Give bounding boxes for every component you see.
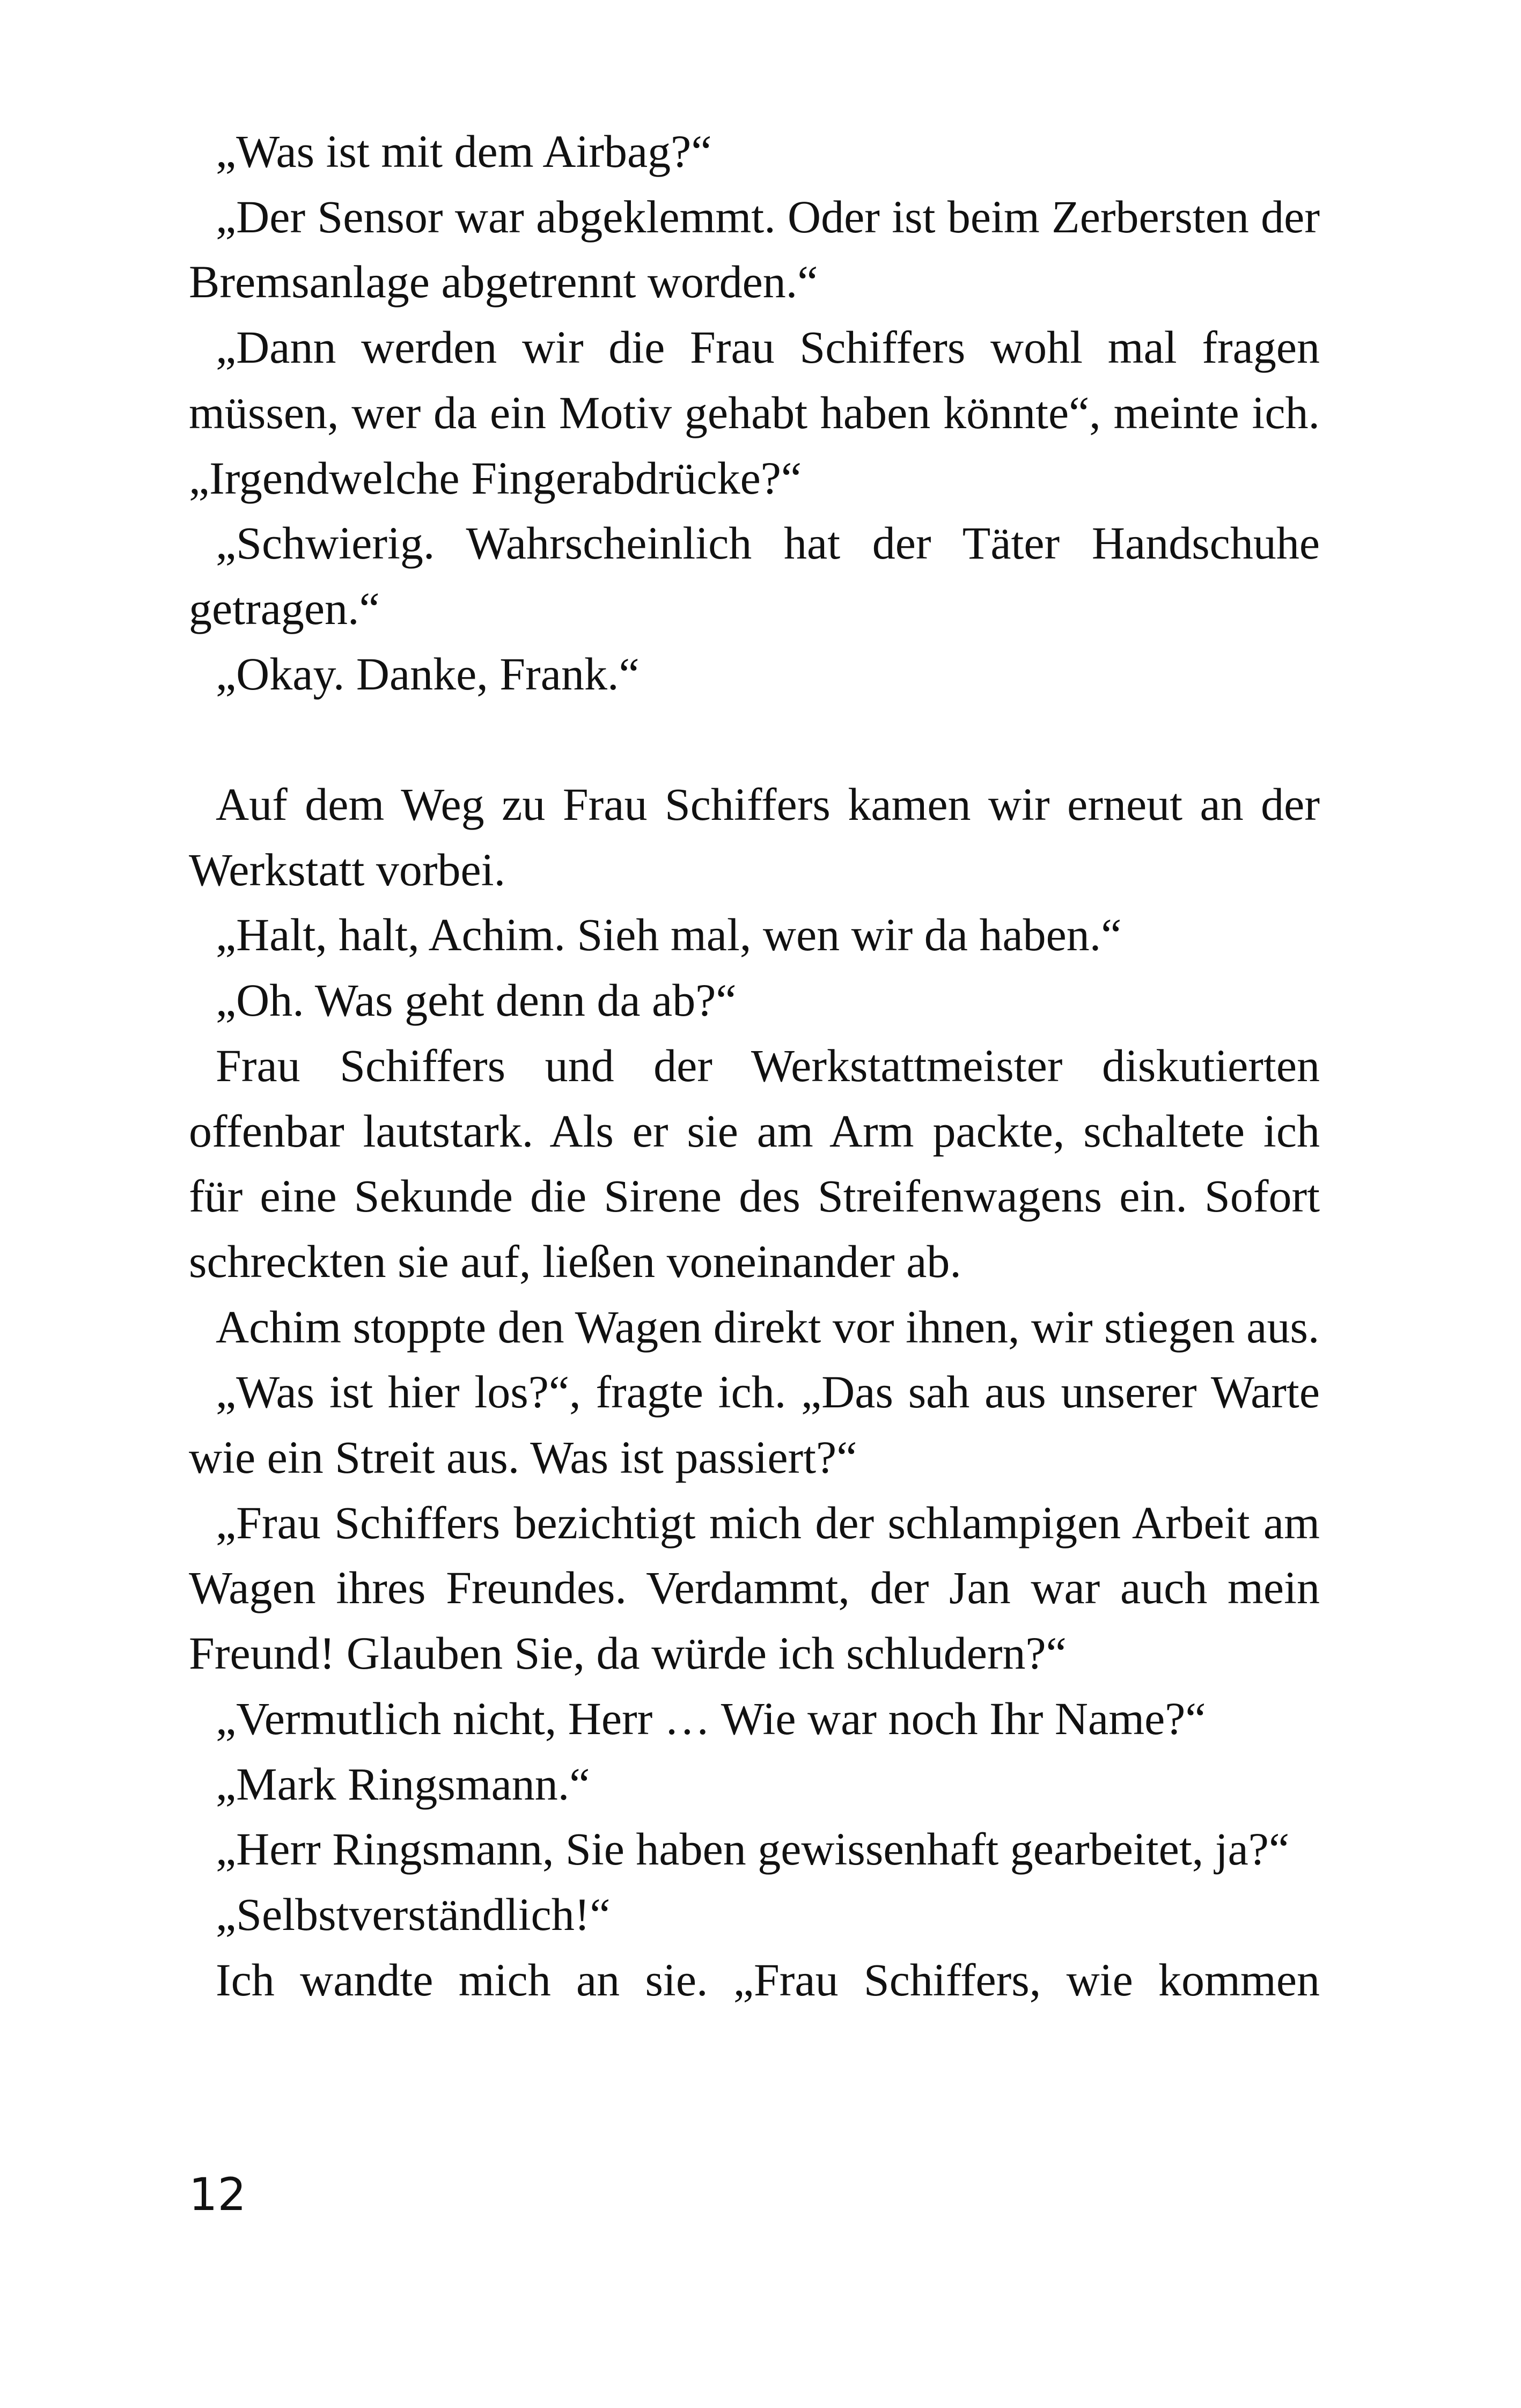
- paragraph-continued: Ich wandte mich an sie. „Frau Schiffers, wie kommen: [216, 1954, 1320, 2006]
- paragraph: „Mark Ringsmann.“: [216, 1758, 590, 1810]
- paragraph: „Was ist mit dem Airbag?“: [216, 126, 712, 177]
- paragraph: Auf dem Weg zu Frau Schiffers kamen wir erneut an der Werkstatt vorbei.: [189, 779, 1320, 895]
- paragraph: „Was ist hier los?“, fragte ich. „Das sah aus unserer Warte wie ein Streit aus. Was ist passiert?“: [189, 1366, 1320, 1484]
- page-number: 12: [189, 2168, 246, 2221]
- paragraph: „Halt, halt, Achim. Sieh mal, wen wir da haben.“: [216, 909, 1122, 961]
- paragraph: „Frau Schiffers bezichtigt mich der schlampigen Arbeit am Wagen ihres Freundes. Verdammt, der Jan war auch mein Freund! Glauben Sie, da würde ich schludern?“: [189, 1496, 1320, 1679]
- paragraph: „Oh. Was geht denn da ab?“: [216, 974, 737, 1026]
- paragraph: „Vermutlich nicht, Herr … Wie war noch Ihr Name?“: [216, 1692, 1206, 1744]
- paragraph: „Okay. Danke, Frank.“: [216, 648, 640, 700]
- paragraph: Achim stoppte den Wagen direkt vor ihnen, wir stiegen aus.: [216, 1301, 1320, 1353]
- paragraph: Frau Schiffers und der Werkstattmeister diskutierten offenbar lautstark. Als er sie am Arm packte, schaltete ich für eine Sekunde die Sirene des Streifenwagens ein. Sofort schreckten sie auf, ließen voneinander ab.: [189, 1039, 1320, 1287]
- paragraph: „Dann werden wir die Frau Schiffers wohl mal fragen müssen, wer da ein Motiv gehabt haben könnte“, meinte ich. „Irgendwelche Fingerabdrücke?“: [189, 321, 1320, 504]
- paragraph: „Selbstverständlich!“: [216, 1888, 611, 1940]
- body-text: [189, 119, 1320, 2013]
- paragraph: „Der Sensor war abgeklemmt. Oder ist beim Zerbersten der Bremsanlage abgetrennt worden.“: [189, 190, 1320, 308]
- scene-break: [189, 707, 1320, 772]
- paragraph: „Schwierig. Wahrscheinlich hat der Täter Handschuhe getragen.“: [189, 517, 1320, 634]
- paragraph: „Herr Ringsmann, Sie haben gewissenhaft gearbeitet, ja?“: [216, 1823, 1290, 1875]
